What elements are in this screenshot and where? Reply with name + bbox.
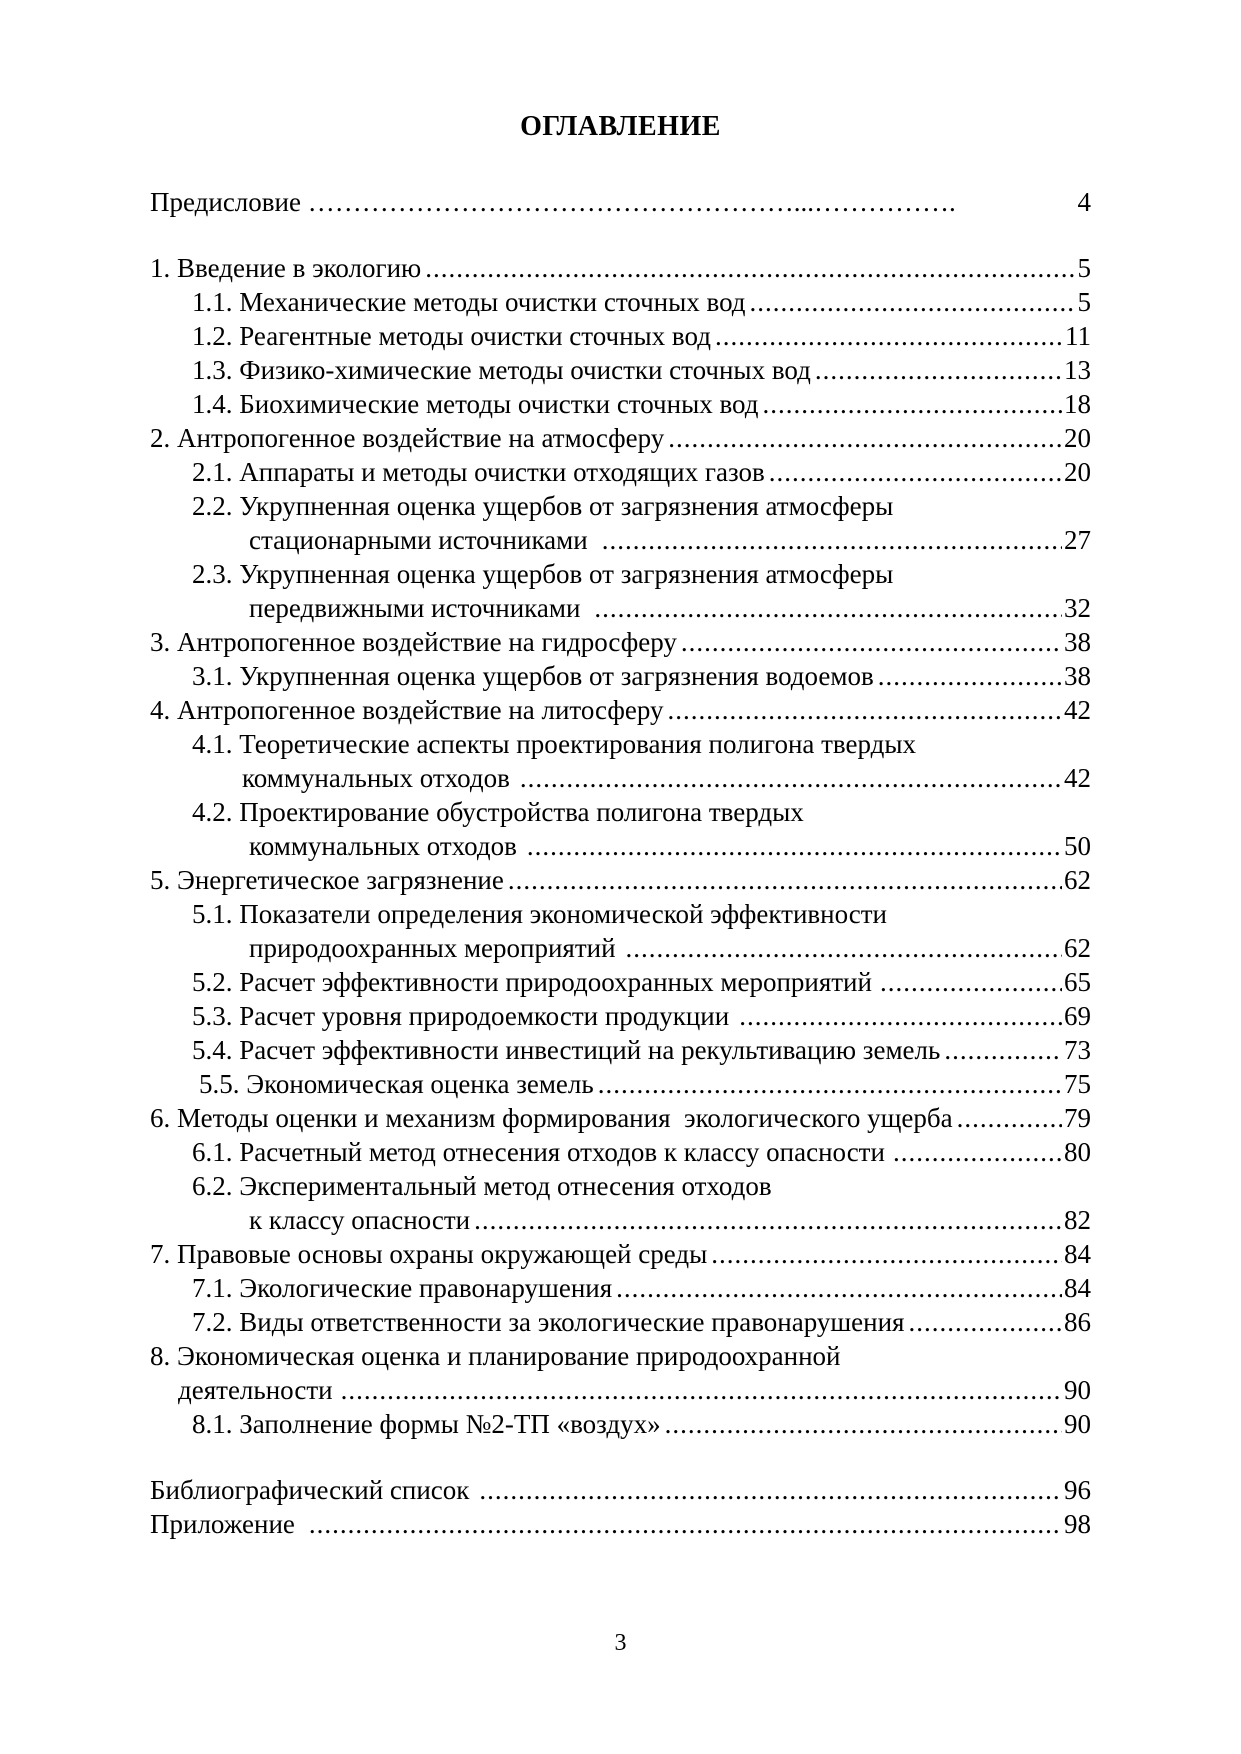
toc-entry-8-line1[interactable] bbox=[150, 1339, 1091, 1373]
dot-leader bbox=[739, 999, 1062, 1033]
toc-entry-3[interactable] bbox=[150, 625, 1091, 659]
toc-entry-page: 73 bbox=[1064, 1035, 1091, 1065]
toc-entry-page: 65 bbox=[1064, 967, 1091, 997]
toc-entry-5-4[interactable] bbox=[150, 1033, 1091, 1067]
toc-entry-8-1[interactable] bbox=[150, 1407, 1091, 1441]
dot-leader bbox=[474, 1203, 1062, 1237]
dot-leader bbox=[598, 1067, 1062, 1101]
toc-entry-text: 6.1. Расчетный метод отнесения отходов к классу опасности bbox=[192, 1137, 885, 1167]
toc-entry-page: 86 bbox=[1064, 1307, 1091, 1337]
toc-entry-text: передвижными источниками bbox=[249, 593, 581, 623]
toc-entry-text: 5. Энергетическое загрязнение bbox=[150, 865, 504, 895]
toc-entry-page: 27 bbox=[1064, 525, 1091, 555]
toc-entry-2-2-line1[interactable] bbox=[150, 489, 1091, 523]
toc-entry-7[interactable] bbox=[150, 1237, 1091, 1271]
toc-entry-2-1[interactable] bbox=[150, 455, 1091, 489]
dot-leader bbox=[681, 625, 1062, 659]
toc-entry-5-1-line1[interactable] bbox=[150, 897, 1091, 931]
toc-entry-page: 62 bbox=[1064, 865, 1091, 895]
toc-entry-8-line2[interactable] bbox=[150, 1373, 1091, 1407]
toc-entry-text: 5.1. Показатели определения экономической эффективности bbox=[192, 899, 887, 929]
toc-entry-1-1[interactable] bbox=[150, 285, 1091, 319]
toc-entry-page: 90 bbox=[1064, 1409, 1091, 1439]
dot-leader bbox=[508, 863, 1062, 897]
toc-entry-page: 79 bbox=[1064, 1103, 1091, 1133]
toc-entry-5-5[interactable] bbox=[150, 1067, 1091, 1101]
toc-entry-2-3-line2[interactable] bbox=[150, 591, 1091, 625]
dot-leader bbox=[878, 659, 1062, 693]
dot-leader bbox=[616, 1271, 1062, 1305]
page-title: ОГЛАВЛЕНИЕ bbox=[520, 111, 721, 142]
toc-entry-5-3[interactable] bbox=[150, 999, 1091, 1033]
toc-entry-page: 42 bbox=[1064, 763, 1091, 793]
toc-entry-text: коммунальных отходов bbox=[242, 763, 510, 793]
toc-entry-preface[interactable] bbox=[150, 185, 1091, 219]
toc-entry-page: 84 bbox=[1064, 1273, 1091, 1303]
toc-entry-text: 2. Антропогенное воздействие на атмосферу bbox=[150, 423, 665, 453]
dot-leader bbox=[479, 1473, 1062, 1507]
toc-entry-text: природоохранных мероприятий bbox=[249, 933, 616, 963]
toc-entry-page: 90 bbox=[1064, 1375, 1091, 1405]
toc-entry-text: 3.1. Укрупненная оценка ущербов от загрязнения водоемов bbox=[192, 661, 874, 691]
toc-entry-bibliography[interactable] bbox=[150, 1473, 1091, 1507]
dot-leader bbox=[602, 523, 1062, 557]
page-number: 3 bbox=[614, 1630, 627, 1656]
toc-entry-text: 4.1. Теоретические аспекты проектирования полигона твердых bbox=[192, 729, 917, 759]
toc-entry-6-2-line2[interactable] bbox=[150, 1203, 1091, 1237]
toc-entry-page: 13 bbox=[1064, 355, 1091, 385]
dot-leader bbox=[711, 1237, 1062, 1271]
dot-leader bbox=[309, 1507, 1062, 1541]
dot-leader bbox=[626, 931, 1062, 965]
toc-entry-text: 6.2. Экспериментальный метод отнесения отходов bbox=[192, 1171, 772, 1201]
toc-entry-page: 96 bbox=[1064, 1475, 1091, 1505]
toc-entry-page: 32 bbox=[1064, 593, 1091, 623]
toc-entry-page: 82 bbox=[1064, 1205, 1091, 1235]
dot-leader bbox=[520, 761, 1062, 795]
toc-entry-text: коммунальных отходов bbox=[249, 831, 517, 861]
toc-entry-text: 2.1. Аппараты и методы очистки отходящих газов bbox=[192, 457, 765, 487]
toc-entry-page: 5 bbox=[1077, 253, 1091, 283]
dot-leader bbox=[665, 1407, 1062, 1441]
toc-entry-text: Предисловие ………………………………………………...……………. bbox=[150, 187, 956, 217]
toc-entry-text: 1.2. Реагентные методы очистки сточных вод bbox=[192, 321, 711, 351]
toc-entry-text: 1.4. Биохимические методы очистки сточных вод bbox=[192, 389, 759, 419]
toc-entry-4-2-line2[interactable] bbox=[150, 829, 1091, 863]
toc-entry-4-1-line1[interactable] bbox=[150, 727, 1091, 761]
toc-entry-text: 6. Методы оценки и механизм формирования экологического ущерба bbox=[150, 1103, 953, 1133]
dot-leader bbox=[763, 387, 1063, 421]
toc-entry-4[interactable] bbox=[150, 693, 1091, 727]
toc-entry-6-2-line1[interactable] bbox=[150, 1169, 1091, 1203]
toc-entry-5[interactable] bbox=[150, 863, 1091, 897]
toc-entry-text: 3. Антропогенное воздействие на гидросферу bbox=[150, 627, 677, 657]
toc-entry-1-3[interactable] bbox=[150, 353, 1091, 387]
toc-entry-text: Библиографический список bbox=[150, 1475, 470, 1505]
toc-entry-1-4[interactable] bbox=[150, 387, 1091, 421]
toc-entry-text: 8. Экономическая оценка и планирование природоохранной bbox=[150, 1341, 841, 1371]
dot-leader bbox=[815, 353, 1062, 387]
toc-entry-text: 8.1. Заполнение формы №2-ТП «воздух» bbox=[192, 1409, 661, 1439]
dot-leader bbox=[594, 591, 1062, 625]
dot-leader bbox=[527, 829, 1062, 863]
toc-entry-appendix[interactable] bbox=[150, 1507, 1091, 1541]
toc-entry-text: 5.4. Расчет эффективности инвестиций на рекультивацию земель bbox=[192, 1035, 941, 1065]
toc-entry-2[interactable] bbox=[150, 421, 1091, 455]
dot-leader bbox=[944, 1033, 1062, 1067]
dot-leader bbox=[957, 1101, 1062, 1135]
toc-entry-page: 69 bbox=[1064, 1001, 1091, 1031]
toc-entry-page: 80 bbox=[1064, 1137, 1091, 1167]
dot-leader bbox=[668, 421, 1062, 455]
toc-entry-text: Приложение bbox=[150, 1509, 295, 1539]
toc-entry-2-2-line2[interactable] bbox=[150, 523, 1091, 557]
dot-leader bbox=[750, 285, 1076, 319]
toc-entry-text: 7.2. Виды ответственности за экологические правонарушения bbox=[192, 1307, 905, 1337]
dot-leader bbox=[425, 251, 1075, 285]
toc-entry-4-2-line1[interactable] bbox=[150, 795, 1091, 829]
table-of-contents bbox=[150, 185, 1091, 1541]
toc-entry-page: 38 bbox=[1064, 627, 1091, 657]
toc-entry-page: 50 bbox=[1064, 831, 1091, 861]
toc-entry-text: 5.2. Расчет эффективности природоохранных мероприятий bbox=[192, 967, 872, 997]
toc-entry-5-1-line2[interactable] bbox=[150, 931, 1091, 965]
toc-entry-page: 98 bbox=[1064, 1509, 1091, 1539]
dot-leader bbox=[341, 1373, 1062, 1407]
toc-entry-text: к классу опасности bbox=[249, 1205, 471, 1235]
toc-entry-page: 18 bbox=[1064, 389, 1091, 419]
dot-leader bbox=[880, 965, 1062, 999]
toc-entry-2-3-line1[interactable] bbox=[150, 557, 1091, 591]
dot-leader bbox=[893, 1135, 1062, 1169]
toc-entry-7-1[interactable] bbox=[150, 1271, 1091, 1305]
toc-entry-text: 2.3. Укрупненная оценка ущербов от загрязнения атмосферы bbox=[192, 559, 894, 589]
toc-entry-page: 4 bbox=[1077, 187, 1091, 217]
toc-entry-6[interactable] bbox=[150, 1101, 1091, 1135]
toc-entry-text: 4. Антропогенное воздействие на литосферу bbox=[150, 695, 664, 725]
dot-leader bbox=[715, 319, 1063, 353]
toc-entry-page: 38 bbox=[1064, 661, 1091, 691]
toc-entry-text: деятельности bbox=[178, 1375, 333, 1405]
toc-entry-7-2[interactable] bbox=[150, 1305, 1091, 1339]
toc-entry-text: 1. Введение в экологию bbox=[150, 253, 422, 283]
toc-entry-3-1[interactable] bbox=[150, 659, 1091, 693]
toc-entry-text: стационарными источниками bbox=[249, 525, 588, 555]
toc-entry-page: 5 bbox=[1077, 287, 1091, 317]
toc-entry-page: 42 bbox=[1064, 695, 1091, 725]
toc-entry-page: 75 bbox=[1064, 1069, 1091, 1099]
dot-leader bbox=[769, 455, 1062, 489]
toc-entry-page: 20 bbox=[1064, 423, 1091, 453]
toc-entry-1[interactable] bbox=[150, 251, 1091, 285]
toc-entry-page: 20 bbox=[1064, 457, 1091, 487]
toc-entry-text: 4.2. Проектирование обустройства полигона твердых bbox=[192, 797, 804, 827]
toc-entry-text: 7.1. Экологические правонарушения bbox=[192, 1273, 613, 1303]
toc-entry-page: 84 bbox=[1064, 1239, 1091, 1269]
toc-entry-text: 2.2. Укрупненная оценка ущербов от загрязнения атмосферы bbox=[192, 491, 894, 521]
toc-entry-page: 62 bbox=[1064, 933, 1091, 963]
toc-entry-6-1[interactable] bbox=[150, 1135, 1091, 1169]
dot-leader bbox=[667, 693, 1062, 727]
toc-entry-text: 1.1. Механические методы очистки сточных вод bbox=[192, 287, 746, 317]
toc-entry-text: 5.5. Экономическая оценка земель bbox=[199, 1069, 594, 1099]
dot-leader bbox=[908, 1305, 1062, 1339]
toc-entry-page: 11 bbox=[1065, 321, 1091, 351]
toc-entry-4-1-line2[interactable] bbox=[150, 761, 1091, 795]
toc-entry-5-2[interactable] bbox=[150, 965, 1091, 999]
toc-entry-text: 7. Правовые основы охраны окружающей среды bbox=[150, 1239, 708, 1269]
toc-entry-text: 5.3. Расчет уровня природоемкости продукции bbox=[192, 1001, 730, 1031]
toc-entry-1-2[interactable] bbox=[150, 319, 1091, 353]
toc-entry-text: 1.3. Физико-химические методы очистки сточных вод bbox=[192, 355, 811, 385]
